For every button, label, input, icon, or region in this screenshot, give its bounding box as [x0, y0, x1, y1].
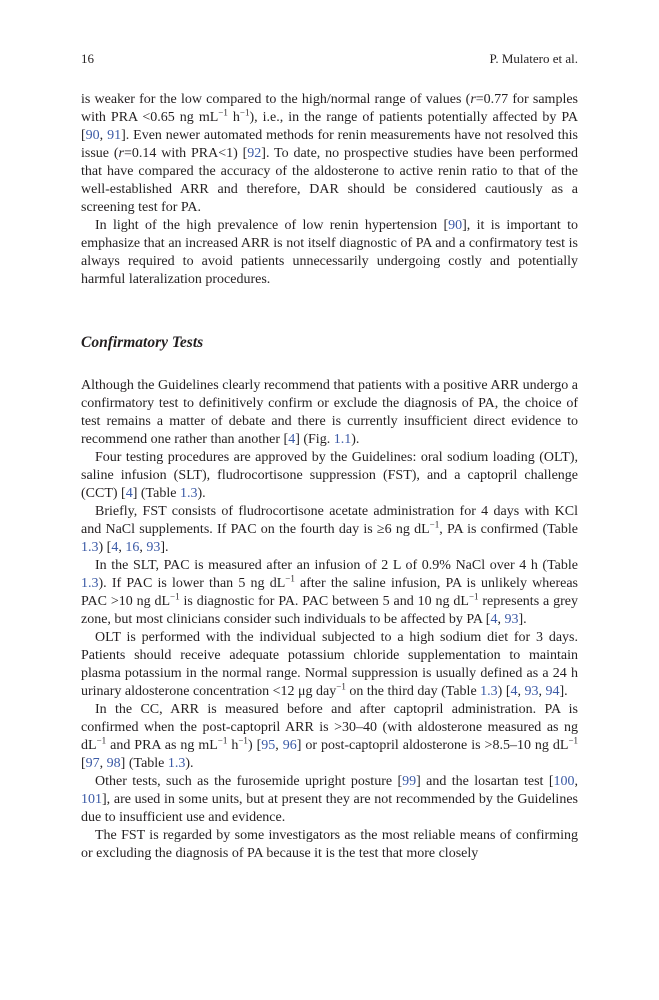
- paragraph: In the SLT, PAC is measured after an infusion of 2 L of 0.9% NaCl over 4 h (Table 1.3). If PAC is lower than 5 ng $dL^{-1}$ after the saline infusion, PA is unlikely whereas PAC >10 ng $dL^{-1}$ is diagnostic for PA. PAC between 5 and 10 ng $dL^{-1}$ represents a grey zone, but most clinicians consider such individuals to be affected by PA [4, 93].: [81, 558, 578, 627]
- citation-link[interactable]: 96: [282, 738, 297, 753]
- citation-link[interactable]: 93: [504, 612, 519, 627]
- citation-link[interactable]: 90: [448, 218, 463, 233]
- paragraph: In light of the high prevalence of low renin hypertension [90], it is important to emphasize that an increased ARR is not itself diagnostic of PA and a confirmatory test is always required to avoid patients unnecessarily undergoing costly and potentially harmful lateralization procedures.: [81, 218, 578, 287]
- citation-link[interactable]: 99: [402, 774, 417, 789]
- paragraph: Other tests, such as the furosemide upright posture [99] and the losartan test [100, 101], are used in some units, but at present they are not recommended by the Guidelines due to insufficient use and evidence.: [81, 774, 578, 825]
- citation-link[interactable]: 93: [146, 540, 161, 555]
- citation-link[interactable]: 95: [261, 738, 276, 753]
- citation-link[interactable]: 94: [545, 684, 560, 699]
- citation-link[interactable]: 4: [288, 432, 296, 447]
- paragraph: Four testing procedures are approved by the Guidelines: oral sodium loading (OLT), saline infusion (SLT), fludrocortisone suppression (FST), and a captopril challenge (CCT) [4] (Table 1.3).: [81, 450, 578, 501]
- section-heading: Confirmatory Tests: [81, 334, 204, 351]
- figure-link[interactable]: 1.1: [333, 432, 352, 447]
- citation-link[interactable]: 101: [81, 792, 102, 807]
- body-text: [81, 91, 578, 863]
- citation-link[interactable]: 4: [125, 486, 133, 501]
- citation-link[interactable]: 90: [85, 128, 100, 143]
- citation-link[interactable]: 98: [106, 756, 121, 771]
- citation-link[interactable]: 93: [524, 684, 539, 699]
- citation-link[interactable]: 100: [553, 774, 575, 789]
- citation-link[interactable]: 4: [111, 540, 119, 555]
- table-link[interactable]: 1.3: [81, 576, 99, 591]
- page-number: 16: [81, 51, 94, 66]
- citation-link[interactable]: 92: [247, 146, 262, 161]
- citation-link[interactable]: 4: [510, 684, 518, 699]
- table-link[interactable]: 1.3: [81, 540, 99, 555]
- paragraph: In the CC, ARR is measured before and after captopril administration. PA is confirmed when the post-captopril ARR is >30–40 (with aldosterone measured as ng $dL^{-1}$ and PRA as ng $mL^{-1}$ $h^{-1}$) [95, 96] or post-captopril aldosterone is >8.5–10 ng $dL^{-1}$ [97, 98] (Table 1.3).: [81, 702, 579, 771]
- table-link[interactable]: 1.3: [179, 486, 198, 501]
- table-link[interactable]: 1.3: [167, 756, 186, 771]
- citation-link[interactable]: 16: [125, 540, 140, 555]
- paragraph: OLT is performed with the individual subjected to a high sodium diet for 3 days. Patients should receive adequate potassium chloride supplementation to maintain plasma potassium in the normal range. Normal suppression is usually defined as a 24 h urinary aldosterone concentration <12 μg day$^{-1}$ on the third day (Table 1.3) [4, 93, 94].: [81, 630, 578, 699]
- paragraph: Although the Guidelines clearly recommend that patients with a positive ARR undergo a confirmatory test to definitively confirm or exclude the diagnosis of PA, the choice of test remains a matter of debate and there is currently insufficient direct evidence to recommend one rather than another [4] (Fig. 1.1).: [81, 378, 578, 447]
- citation-link[interactable]: 97: [85, 756, 100, 771]
- citation-link[interactable]: 4: [490, 612, 498, 627]
- table-link[interactable]: 1.3: [480, 684, 498, 699]
- running-head-authors: P. Mulatero et al.: [489, 51, 578, 66]
- citation-link[interactable]: 91: [107, 128, 122, 143]
- paragraph: The FST is regarded by some investigators as the most reliable means of confirming or excluding the diagnosis of PA because it is the test that more closely: [81, 828, 578, 861]
- paragraph: is weaker for the low compared to the high/normal range of values (r=0.77 for samples with PRA <0.65 ng $mL^{-1}$ $h^{-1}$), i.e., in the range of patients potentially affected by PA [90, 91]. Even newer automated methods for renin measurements have not resolved this issue (r=0.14 with PRA<1) [92]. To date, no prospective studies have been performed that have compared the accuracy of the aldosterone to active renin ratio to that of the well-established ARR and therefore, DAR should be considered cautiously as a screening test for PA.: [81, 92, 579, 215]
- paragraph: Briefly, FST consists of fludrocortisone acetate administration for 4 days with KCl and NaCl supplements. If PAC on the fourth day is ≥6 ng $dL^{-1}$, PA is confirmed (Table 1.3) [4, 16, 93].: [81, 504, 578, 555]
